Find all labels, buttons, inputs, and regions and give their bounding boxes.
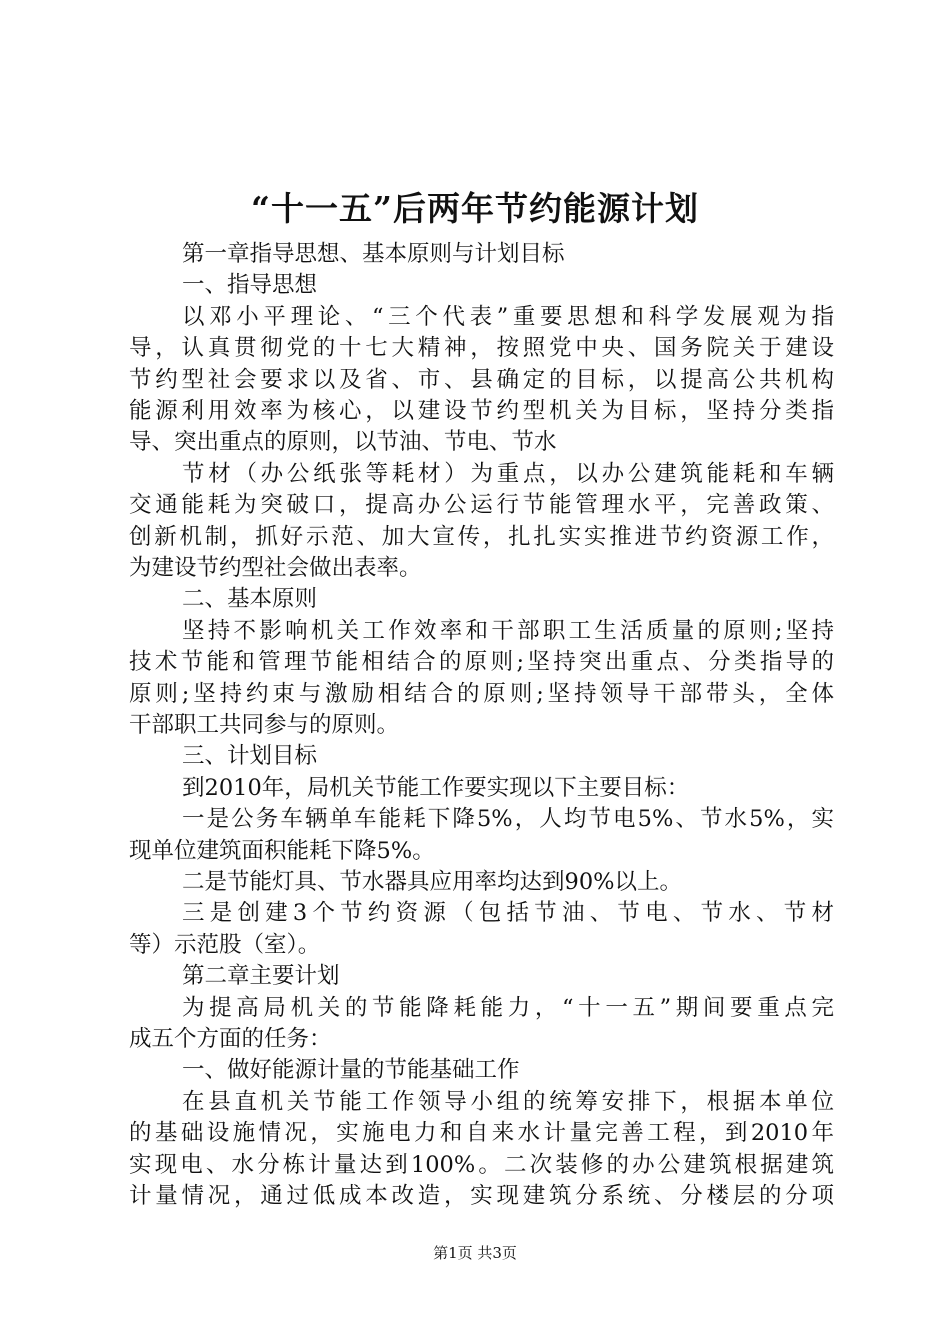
paragraph-line: 一、做好能源计量的节能基础工作	[182, 1057, 520, 1084]
paragraph-line: 干部职工共同参与的原则。	[129, 712, 400, 738]
paragraph-line: 二、基本原则	[182, 586, 318, 613]
paragraph-line: 以邓小平理论、“三个代表”重要思想和科学发展观为指	[182, 303, 834, 330]
page-footer: 第1页 共3页	[433, 1244, 517, 1262]
paragraph-line: 实现电、水分栋计量达到100%。二次装修的办公建筑根据建筑	[129, 1151, 834, 1178]
paragraph-line: 节约型社会要求以及省、市、县确定的目标，以提高公共机构	[129, 366, 834, 393]
paragraph-line: 计量情况，通过低成本改造，实现建筑分系统、分楼层的分项	[129, 1183, 834, 1209]
paragraph-line: 的基础设施情况，实施电力和自来水计量完善工程，到2010年	[129, 1120, 834, 1147]
paragraph-line: 第一章指导思想、基本原则与计划目标	[182, 241, 565, 267]
paragraph-line: 二是节能灯具、节水器具应用率均达到90%以上。	[182, 869, 683, 895]
paragraph-line: 导、突出重点的原则，以节油、节电、节水	[129, 429, 557, 456]
paragraph-line: 技术节能和管理节能相结合的原则;坚持突出重点、分类指导的	[129, 649, 834, 676]
paragraph-line: 交通能耗为突破口，提高办公运行节能管理水平，完善政策、	[129, 492, 834, 519]
paragraph-line: 创新机制，抓好示范、加大宣传，扎扎实实推进节约资源工作，	[129, 523, 834, 550]
paragraph-line: 原则;坚持约束与激励相结合的原则;坚持领导干部带头，全体	[129, 680, 834, 707]
paragraph-line: 到2010年，局机关节能工作要实现以下主要目标：	[182, 774, 690, 801]
paragraph-line: 在县直机关节能工作领导小组的统筹安排下，根据本单位	[182, 1088, 834, 1115]
paragraph-line: 一是公务车辆单车能耗下降5%，人均节电5%、节水5%，实	[182, 806, 834, 833]
paragraph-line: 成五个方面的任务：	[129, 1026, 332, 1052]
paragraph-line: 为建设节约型社会做出表率。	[129, 555, 422, 581]
document-title: “十一五”后两年节约能源计划	[251, 189, 699, 228]
paragraph-line: 三是创建3个节约资源（包括节油、节电、节水、节材	[182, 900, 834, 927]
paragraph-line: 等）示范股（室）。	[129, 931, 321, 958]
paragraph-line: 能源利用效率为核心，以建设节约型机关为目标，坚持分类指	[129, 398, 834, 424]
paragraph-line: 第二章主要计划	[182, 963, 340, 990]
paragraph-line: 节材（办公纸张等耗材）为重点，以办公建筑能耗和车辆	[182, 460, 834, 487]
paragraph-line: 现单位建筑面积能耗下降5%。	[129, 837, 435, 864]
paragraph-line: 坚持不影响机关工作效率和干部职工生活质量的原则;坚持	[182, 617, 834, 644]
paragraph-line: 一、指导思想	[182, 272, 318, 299]
paragraph-line: 导，认真贯彻党的十七大精神，按照党中央、国务院关于建设	[129, 335, 834, 362]
paragraph-line: 三、计划目标	[182, 743, 318, 770]
paragraph-line: 为提高局机关的节能降耗能力，“十一五”期间要重点完	[182, 994, 834, 1021]
